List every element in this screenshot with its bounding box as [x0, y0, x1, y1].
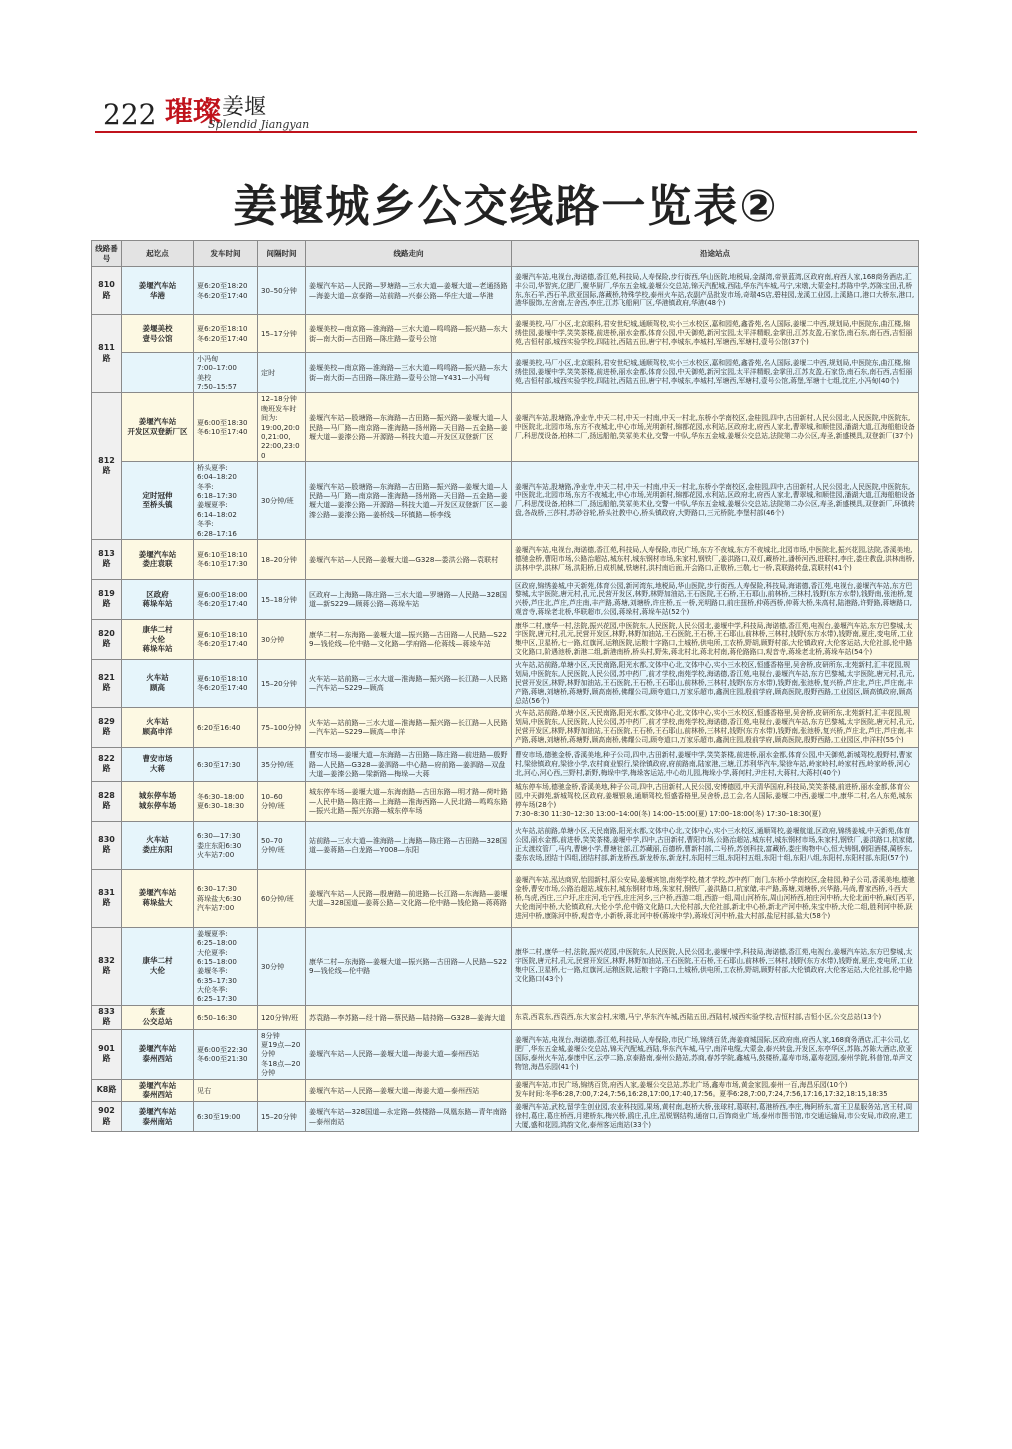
interval-time: 15–18分钟: [258, 579, 306, 619]
page-header: [0, 0, 1012, 140]
departure-time: 6:30至17:30: [194, 747, 258, 781]
brand-logo: 璀璨: [165, 95, 222, 128]
interval-time: 定时: [258, 353, 306, 393]
header-rule: [95, 131, 917, 133]
route-stops: 火车站,站前路,单塘小区,天民南路,阳光水都,文体中心北,文体中心,实小三水校区,恒盛香格里,吴舍桥,皮研所东,北苑新村,汇丰花园,规划局,中医院东,人民医院,人民公园,苏中药厂,前才学校,南苑学校,海诺德,香江苑,电视台,姜堰汽车站,东方巴黎城,太宇医院,唐元村,孔元,民营开发区,林野,林野加油站,王石医院,王石桥,王石耶山,前林桥,三林村,钱野(东方水带),钱野南,张池桥,复兴桥,芦庄北,芦庄,芦庄南,丰产路,蒋塘,刘塘桥,蒋塘野,顾高南桥,佛耀公司,顾夸道口,万家乐超市,鑫润庄园,殷前学府,顾高医院,殷野西路,工业园区,申洋村(55个): [512, 707, 919, 747]
route-terminals: 区政府 蒋垛车站: [122, 579, 194, 619]
departure-time: 冬6:30–18:00 夏6:30–18:30: [194, 781, 258, 821]
route-path: 姜堰汽车站—人民路—姜堰大道—海姜大道—泰州西站: [306, 1079, 512, 1102]
route-number: 830路: [92, 821, 122, 869]
route-path: 姜堰汽车站—人民路—罗塘路—三水大道—姜堰大道—老通扬路—海姜大道—京泰路—站前路—兴泰公路—华庄大道—华港: [306, 267, 512, 315]
interval-time: 12–18分钟 晚班发车时间为: 19:00,20:00,21:00, 22:00,23:00: [258, 393, 306, 462]
route-stops: 姜堰汽车站,股塘路,净业寺,中天二村,中天一村南,中天一村北,东桥小学南校区,金桂园,四中,古田新村,人民公园北,人民医院,中医院东,中医院北,北园市场,东方不夜城北,中心市场,光明新村,锦都花园,水利站,区政府北,府西人家北,曹翠城,和顺佳园,潘湖大道,江海船舶设备厂,科思茂设备,柏林二厂,扬远船舶,笑冢美术业,交警一中队,华东五金城,姜堰公交总站,法院第二办公区,寿圣,新盛模具,双登新厂,环镇转盘,各战桥,三莎村,苏砂谷轮,桥头社教中心,桥头镇政府,大野路口,三元桥院,李堡村部(46个): [512, 461, 919, 539]
departure-time: 夏6:20至18:20 冬6:20至17:40: [194, 267, 258, 315]
route-path: 火车站—站前路—三水大道—淮海路—振兴路—长江路—人民路—汽车站—S229—顾高—申洋: [306, 707, 512, 747]
interval-time: 35分钟/班: [258, 747, 306, 781]
route-terminals: 曹安市场 大蒋: [122, 747, 194, 781]
page-number: 222: [103, 98, 157, 131]
route-path: 站前路—三水大道—淮海路—上海路—陈庄路—古田路—328国道—姜蒋路—白龙路—Y008—东阳: [306, 821, 512, 869]
departure-time: 6:30—17:30 娄庄东阳6:30 火车站7:00: [194, 821, 258, 869]
route-number: 811路: [92, 315, 122, 393]
route-path: 姜堰美校—南京路—淮海路—三水大道—鸣鸣路—振兴路—东大街—南大街—古田路—陈庄路—壹号公馆: [306, 315, 512, 353]
interval-time: 8分钟 夏19点—20分钟 冬18点—20分钟: [258, 1029, 306, 1079]
route-stops: 姜堰汽车站,电视台,海诺德,香江苑,科技局,人寿保险,步行街西,华山医院,地税局,金湖湾,帝景蓝湾,区政府南,府西人家,168商务酒店,汇丰公司,华智宾,亿肥厂,聚华厨厂,华东五金城,姜堰公交总站,锦天汽配城,西陆,华东汽车城,马宁,宋墩,大蒙金村,苏陈中学,苏陈宝田,孔桥东,东石羊,西石羊,欧亚国际,落藏桥,特殊学校,泰州火车站,农副产品批发市场,奇瑞4S店,碧桂园,龙溪工业园,上溪路口,港口大桥东,港口,港华服饰,左舍南,左舍西,李庄,江苏飞船闸厂区,华港镇政府,华港(48个): [512, 267, 919, 315]
route-number: 822路: [92, 747, 122, 781]
departure-time: 夏6:10至18:10 冬6:20至17:40: [194, 659, 258, 707]
bus-route-table: [91, 240, 919, 1132]
interval-time: 60分钟/班: [258, 869, 306, 927]
route-number: 810路: [92, 267, 122, 315]
route-number: 829路: [92, 707, 122, 747]
interval-time: 30分钟/班: [258, 461, 306, 539]
table-row: [92, 1029, 919, 1079]
interval-time: 75–100分钟: [258, 707, 306, 747]
route-terminals: 姜堰汽车站 华港: [122, 267, 194, 315]
departure-time: 见右: [194, 1079, 258, 1102]
route-path: 城东停车场—姜堰大道—东海南路—古田东路—明才路—荷叶路—人民中路—陈庄路—上海路—淮海西路—人民北路—鸣鸣东路—振兴北路—振兴东路—城东停车场: [306, 781, 512, 821]
brand-english: Splendid Jiangyan: [208, 118, 310, 131]
departure-time: 夏6:00至22:30 冬6:00至21:30: [194, 1029, 258, 1079]
route-stops: 姜堰汽车站,市民广场,锦绣百货,府西人家,姜堰公交总站,苏北广场,鑫寿市场,黄金家园,泰州一百,海昌乐园(10个) 发车时间:冬季6:28,7:00,7:24,7:56,16:28,17:00,17:40,17:56。夏季6:28,7:00,7:24,7:56,17:16,17:32,18:15,18:35: [512, 1079, 919, 1102]
page-title: 姜堰城乡公交线路一览表②: [233, 181, 779, 232]
route-number: 901路: [92, 1029, 122, 1079]
route-stops: 火车站,站前路,单塘小区,天民南路,阳光水都,文体中心北,文体中心,实小三水校区,通顺驾校,姜堰航道,区政府,锦绣姜城,中天新苑,体育公园,丽水金都,前进桥,笑笑茶楼,姜堰中学,四中,古田新村,曹阳市场,公路治超站,城东村,城东钢材市场,朱家村,钢铁厂,姜洪路口,杭家储,正太渡纹管厂,马内,曹塘小学,曹塘社部,江苏藏丽,百德桥,曹新村部,二号桥,苏创科技,富藏桥,娄庄购物中心,恒大铸钢,朝阳酒楼,蔺桥东,娄东农场,团结十四组,团结村部,新龙桥西,新龙桥东,新龙村,东阳村三组,东阳村五组,东阳十组,东阳八组,东阳村,东阳村部,东阳(57个): [512, 821, 919, 869]
route-terminals: 姜堰汽车站 泰州南站: [122, 1102, 194, 1132]
table-row: [92, 659, 919, 707]
column-header: 间隔时间: [258, 241, 306, 267]
route-stops: 姜堰美校,马厂小区,北京眼科,君安世纪城,通顺驾校,实小三水校区,嘉和园苑,鑫香苑,名人国际,姜堰二中西,规划局,中医院东,曲江楼,锦绣佳园,姜堰中学,笑笑茶楼,前进桥,丽水金都,体育公园,中天御苑,新河宝园,太平洋精眼,金掌田,江苏友盈,石家岱,南石东,南石西,吉恒丽苑,吉恒村部,城西实验学校,四陆社,西陆五田,唐宁村,李城东,李城村,军塘西,军塘村,壹号公馆(37个): [512, 315, 919, 353]
route-terminals: 姜堰美校 壹号公馆: [122, 315, 194, 353]
route-number: K8路: [92, 1079, 122, 1102]
route-terminals: 火车站 顾高申洋: [122, 707, 194, 747]
route-number: 813路: [92, 539, 122, 579]
route-path: 康华二村—东海路—姜堰大道—振兴路—古田路—人民路—S229—钱伦线—伦中路: [306, 927, 512, 1005]
departure-time: 桥头夏季: 6:04–18:20 冬季: 6:18–17:30 姜堰夏季: 6:14–18:02 冬季: 6:28–17:16: [194, 461, 258, 539]
route-terminals: 姜堰汽车站 娄庄袁联: [122, 539, 194, 579]
route-stops: 姜堰汽车站,电视台,海诺德,香江苑,科技局,人寿保险,市民广场,锦绣百货,海姜商城国际,区政府南,府西人家,168商务酒店,汇丰公司,亿肥厂,华东五金城,姜堰公交总站,锦天汽配城,西陆,华东汽车城,马宁,南洋电缆,大蒙金,泰兴转盘,开发区,东亭华区,苏陈,苏陈大酒店,欧亚国际,泰州火车站,泰康中区,云亭二路,京泰路南,泰州公路站,苏商,春苏学院,鑫城马,鼓楼桥,嘉寿市场,嘉寿花园,泰州学院,科普馆,单声文物馆,海昌乐园(41个): [512, 1029, 919, 1079]
route-terminals: 康华二村 大伦 蒋垛车站: [122, 619, 194, 659]
interval-time: 50–70 分钟/班: [258, 821, 306, 869]
table-row: [92, 579, 919, 619]
departure-time: 小冯甸 7:00–17:00 美校 7:50–15:57: [194, 353, 258, 393]
departure-time: 夏6:10至18:10 冬6:10至17:30: [194, 539, 258, 579]
route-terminals: 定时冠伸 至桥头镇: [122, 461, 194, 539]
interval-time: 18–20分钟: [258, 539, 306, 579]
route-stops: 姜堰汽车站,武校,留学生创业园,农业科技园,果场,黄村南,赵桥大桥,张球村,葛联村,葛港桥西,李庄,梅阿桥东,富王卫星服务站,宫王村,周徐村,葛庄,葛庄桥西,月建桥东,梅兴桥,鸥庄,孔庄,泓锐钢结构,通宿口,百饰商业广场,泰州市图书馆,市交通运输局,市公安局,市政府,建工大厦,盛和花园,鸿韵文化,泰州客运南站(33个): [512, 1102, 919, 1132]
column-header: 线路番号: [92, 241, 122, 267]
route-number: 812路: [92, 393, 122, 540]
table-row: [92, 781, 919, 821]
route-terminals: 东查 公交总站: [122, 1005, 194, 1029]
route-path: 苏袁路—李苏路—经十路—蔡民路—陆持路—G328—姜海大道: [306, 1005, 512, 1029]
route-path: 姜堰汽车站—人民路—殷唐路—前进路—长江路—东海路—姜堰大道—328国道—姜蒋公路—文化路—伦中路—钱伦路—蒋蒋路: [306, 869, 512, 927]
route-stops: 康华二村,康华一村,法院,振兴花园,中医院东,人民医院,人民公园北,姜堰中学,科技局,海诺德,香江苑,电视台,姜堰汽车站,东方巴黎城,太宇医院,唐元村,孔元,民营开发区,林野,林野加油站,王石医院,王石桥,王石耶山,前林桥,三林村,钱野(东方水带),钱野南,夏庄,变电所,工业集中区,卫星桥,七一路,红旗河,运粮医院,运粮十字路口,土城桥,供电所,工农桥,野胡,顾野村部,大伦镇政府,大伦客运站,大伦社部,伦中路文化路口(43个): [512, 927, 919, 1005]
table-row: [92, 1102, 919, 1132]
route-stops: 姜堰汽车站,股塘路,净业寺,中天二村,中天一村南,中天一村北,东桥小学南校区,金桂园,四中,古田新村,人民公园北,人民医院,中医院东,中医院北,北园市场,东方不夜城北,中心市场,光明新村,锦都花园,水利站,区政府北,府西人家北,曹翠城,和顺佳园,潘湖大道,江海船舶设备厂,科思茂设备,柏林二厂,扬远船舶,笑冢美术业,交警一中队,华东五金城,姜堰公交总站,法院第二办公区,寿圣,新盛模具,双登新厂(37个): [512, 393, 919, 462]
brand-city: 姜堰: [222, 95, 267, 120]
table-row: [92, 393, 919, 462]
route-terminals: 姜堰汽车站 泰州西站: [122, 1029, 194, 1079]
route-path: 姜堰汽车站—股塘路—东海路—古田路—振兴路—姜堰大道—人民路—马厂路—南京路—淮海路—扬州路—天目路—五金路—姜堰大道—姜溱公路—开源路—科技大道—开发区双登新厂区—姜溱公路—姜溱公路—姜桥线—环镇路—桥李线: [306, 461, 512, 539]
interval-time: 30–50分钟: [258, 267, 306, 315]
route-path: 火车站—站前路—三水大道—淮海路—振兴路—长江路—人民路—汽车站—S229—顾高: [306, 659, 512, 707]
route-path: 姜堰汽车站—328国道—永定路—鼓楼路—凤凰东路—青年南路—泰州南站: [306, 1102, 512, 1132]
departure-time: 夏6:10至18:10 冬6:20至17:40: [194, 619, 258, 659]
interval-time: 15–20分钟: [258, 659, 306, 707]
table-row: [92, 1005, 919, 1029]
route-terminals: 城东停车场 城东停车场: [122, 781, 194, 821]
route-path: 曹安市场—姜堰大道—东海路—古田路—陈庄路—前进路—殷野路—人民路—G328—姜泗路—中心路—府前路—姜泗路—双盘大道—姜溱公路—梁新路—梅垛—大蒋: [306, 747, 512, 781]
interval-time: 15–17分钟: [258, 315, 306, 353]
departure-time: 6:20至16:40: [194, 707, 258, 747]
route-terminals: 火车站 娄庄东阳: [122, 821, 194, 869]
departure-time: 6:30至19:00: [194, 1102, 258, 1132]
departure-time: 夏6:20至18:10 冬6:20至17:40: [194, 315, 258, 353]
route-stops: 姜堰美校,马厂小区,北京眼科,君安世纪城,通顺驾校,实小三水校区,嘉和园苑,鑫香苑,名人国际,姜堰二中西,规划局,中医院东,曲江楼,锦绣佳园,姜堰中学,笑笑茶楼,前进桥,丽水金都,体育公园,中天御苑,新河宝园,太平洋精眼,金掌田,江苏友盈,石家岱,南石东,南石西,吉恒丽苑,吉恒村部,城西实验学校,四陆社,西陆五田,唐宁村,李城东,李城村,军塘西,军塘村,壹号公馆,蒋堡,军塘十七组,沈庄,小冯甸(40个): [512, 353, 919, 393]
route-stops: 姜堰汽车站,泓达商贸,怡园新村,原公安局,姜堰宾馆,南苑学校,楂才学校,苏中药厂南门,东桥小学南校区,金桂园,种子公司,香溪美地,德驰金桥,曹安市场,公路治超站,城东村,城东钢材市场,朱家村,钢铁厂,姜洪路口,杭家储,丰产路,蒋塘,刘塘桥,兴华路,马尚,曹家西桥,斗西大桥,鸟虎,西庄,三户圩,庄庄河,毛宁西,庄庄河乡,三户桥,西游二组,西游一组,周山河桥东,周山河桥西,柏庄河中桥,大伦北面中桥,麻灯西平,大伦南河中桥,大伦镇政府,大伦小学,伦中路文化路口,大伦村部,大伦社部,新北中心桥,新北产河中桥,朱宝中桥,大伦二组,胜利河中桥,跃进河中桥,康陈河中桥,观音寺,小新桥,蒋北河中桥(蒋垛中学),蒋垛灯河中桥,盐大村部,盐尼村部,盐大(58个): [512, 869, 919, 927]
table-row: [92, 267, 919, 315]
column-header: 起讫点: [122, 241, 194, 267]
column-header: 发车时间: [194, 241, 258, 267]
route-stops: 曹安市场,德驰金桥,香溪美地,种子公司,四中,古田新村,姜堰中学,笑笑茶楼,前进桥,丽水金都,体育公园,中天御苑,新城驾校,殷野村,曹家村,梁徐镇政府,梁徐小学,农村商业银行,梁徐镇政府,府前路南,陆家港,三塘,江苏利华汽车,梁徐车站,岭家岭村,岭家村西,岭家岭桥,河心北,河心,河心西,三野村,新野,梅垛中学,梅垛客运站,中心幼儿园,梅垛小学,蒋何村,尹庄村,大蒋村,大蒋村(40个): [512, 747, 919, 781]
route-terminals: [122, 353, 194, 393]
route-terminals: 姜堰汽车站 开发区双登新厂区: [122, 393, 194, 462]
route-number: 902路: [92, 1102, 122, 1132]
route-path: 姜堰汽车站—人民路—姜堰大道—G328—娄洪公路—袁联村: [306, 539, 512, 579]
route-number: 820路: [92, 619, 122, 659]
route-terminals: 火车站 顾高: [122, 659, 194, 707]
departure-time: 6:30–17:30 蒋垛盐大6:30 汽车站7:00: [194, 869, 258, 927]
route-number: 831路: [92, 869, 122, 927]
route-path: 区政府—上海路—陈庄路—三水大道—罗塘路—人民路—328国道—新S229—顾蒋公路—蒋垛车站: [306, 579, 512, 619]
route-number: 833路: [92, 1005, 122, 1029]
route-stops: 火车站,站前路,单塘小区,天民南路,阳光水都,文体中心北,文体中心,实小三水校区,恒盛香格里,吴舍桥,皮研所东,北苑新村,汇丰花园,规划局,中医院东,人民医院,人民公园,苏中药厂,前才学校,南苑学校,海诺德,香江苑,电视台,姜堰汽车站,东方巴黎城,太宇医院,唐元村,孔元,民营开发区,林野,林野加油站,王石医院,王石桥,王石耶山,前林桥,三林村,钱野(东方水带),钱野南,张池桥,复兴桥,芦庄北,芦庄,芦庄南,丰产路,蒋塘,刘塘桥,蒋塘野,顾高南桥,佛耀公司,顾夸道口,万家乐超市,鑫润庄园,殷前学府,顾高医院,殷野西路,工业园区,顾高镇政府,顾高总站(56个): [512, 659, 919, 707]
departure-time: 夏6:00至18:30 冬6:10至17:40: [194, 393, 258, 462]
route-path: 姜堰汽车站—股塘路—东海路—古田路—振兴路—姜堰大道—人民路—马厂路—南京路—淮海路—扬州路—天目路—五金路—姜堰大道—姜溱公路—开源路—科技大道—开发区双登新厂区: [306, 393, 512, 462]
interval-time: 120分钟/班: [258, 1005, 306, 1029]
table-row: [92, 821, 919, 869]
route-stops: 康华二村,康华一村,法院,振兴花园,中医院东,人民医院,人民公园北,姜堰中学,科技局,海诺德,香江苑,电视台,姜堰汽车站,东方巴黎城,太宇医院,唐元村,孔元,民营开发区,林野,林野加油站,王石医院,王石桥,王石耶山,前林桥,三林村,钱野(东方水带),钱野南,夏庄,变电所,工业集中区,卫星桥,七一路,红旗河,运粮医院,运粮十字路口,土城桥,供电所,工农桥,野胡,顾野村部,大伦镇政府,大伦客运站,大伦社部,伦中路文化路口,阶遇池桥,新港二组,新港南桥,桥头村,野朱,蒋北村北,蒋北村南,蒋伦路路口,观音寺,蒋垛老北桥,蒋垛车站(54个): [512, 619, 919, 659]
route-number: 828路: [92, 781, 122, 821]
interval-time: 10–60 分钟/班: [258, 781, 306, 821]
column-header: 沿途站点: [512, 241, 919, 267]
departure-time: 姜堰夏季: 6:25–18:00 大伦夏季: 6:15–18:00 姜堰冬季: 6:35–17:30 大伦冬季: 6:25–17:30: [194, 927, 258, 1005]
route-stops: 区政府,锦绣姜城,中天新苑,体育公园,新河湾东,地税局,华山医院,步行街西,人寿保险,科技局,海诺德,香江苑,电视台,姜堰汽车站,东方巴黎城,太宇医院,唐元村,孔元,民营开发区,林野,林野加油站,王石医院,王石桥,王石耶山,前林桥,三林村,钱野(东方水带),钱野南,张池桥,复兴桥,芦庄北,芦庄,芦庄南,丰产路,蒋塘,刘塘桥,许庄桥,五一桥,光明路口,前庄扭桥,仲蒋西桥,仲蒋大桥,朱高村,陆港路,许野路,蒋塘路口,观音寺,蒋垛老北桥,华联超市,公园,蒋垛村,蒋垛车站(52个): [512, 579, 919, 619]
departure-time: 6:50–16:30: [194, 1005, 258, 1029]
route-number: 819路: [92, 579, 122, 619]
table-header-row: [92, 241, 919, 267]
interval-time: 30分钟: [258, 927, 306, 1005]
route-stops: 东袁,西袁东,西袁西,东大家会村,宋墩,马宁,华东汽车城,西陆五田,西陆村,城西实验学校,吉恒村部,吉恒小区,公交总站(13个): [512, 1005, 919, 1029]
table-row: [92, 353, 919, 393]
table-row: [92, 461, 919, 539]
route-path: 康华二村—东海路—姜堰大道—振兴路—古田路—人民路—S229—钱伦线—伦中路—文化路—学府路—伦蒋线—蒋垛车站: [306, 619, 512, 659]
route-number: 832路: [92, 927, 122, 1005]
interval-time: [258, 1079, 306, 1102]
route-terminals: 姜堰汽车站 泰州西站: [122, 1079, 194, 1102]
table-row: [92, 1079, 919, 1102]
route-terminals: 姜堰汽车站 蒋垛盐大: [122, 869, 194, 927]
route-number: 821路: [92, 659, 122, 707]
route-path: 姜堰美校—南京路—淮海路—三水大道—鸣鸣路—振兴路—东大街—南大街—古田路—陈庄路—壹号公馆—Y431—小冯甸: [306, 353, 512, 393]
table-row: [92, 927, 919, 1005]
table-row: [92, 539, 919, 579]
table-row: [92, 619, 919, 659]
route-terminals: 康华二村 大伦: [122, 927, 194, 1005]
interval-time: 30分钟: [258, 619, 306, 659]
table-row: [92, 707, 919, 747]
table-row: [92, 315, 919, 353]
column-header: 线路走向: [306, 241, 512, 267]
interval-time: 15–20分钟: [258, 1102, 306, 1132]
table-row: [92, 747, 919, 781]
route-stops: 姜堰汽车站,电视台,海诺德,香江苑,科技局,人寿保险,市民广场,东方不夜城,东方不夜城北,北园市场,中医院北,振兴花园,法院,香溪美地,德驰金桥,曹阳市场,公路治超站,城东村,城东钢材市场,朱家村,钢铁厂,姜洪路口,双灯,藏桥社,潘桥河西,进联村,李庄,娄庄教盘,洪林南桥,洪林中学,洪林厂场,洪阳桥,日成机械,铁塘村,洪村南后面,开会路口,正敬桥,三敬,七一桥,袁联路转盘,袁联村(41个): [512, 539, 919, 579]
table-row: [92, 869, 919, 927]
route-path: 姜堰汽车站—人民路—姜堰大道—海姜大道—泰州西站: [306, 1029, 512, 1079]
departure-time: 夏6:00至18:00 冬6:20至17:40: [194, 579, 258, 619]
table-body: [92, 267, 919, 1132]
route-stops: 城东停车场,德驰金桥,香溪美地,种子公司,四中,古田新村,人民公园,安博德园,中天清华国府,科技局,笑笑茶楼,前进桥,丽水金都,体育公园,中天御苑,新城驾校,区政府,姜堰银泉,通顺驾校,恒盛香格里,吴舍桥,总工会,名人国际,姜堰二中西,姜堰二中,康华二村,名人东苑,城东停车场(28个) 7:30–8:30 11:30–12:30 13:00–14:00(冬) 14:00–15:00(夏) 17:00–18:00(冬) 17:30–18:30(夏): [512, 781, 919, 821]
